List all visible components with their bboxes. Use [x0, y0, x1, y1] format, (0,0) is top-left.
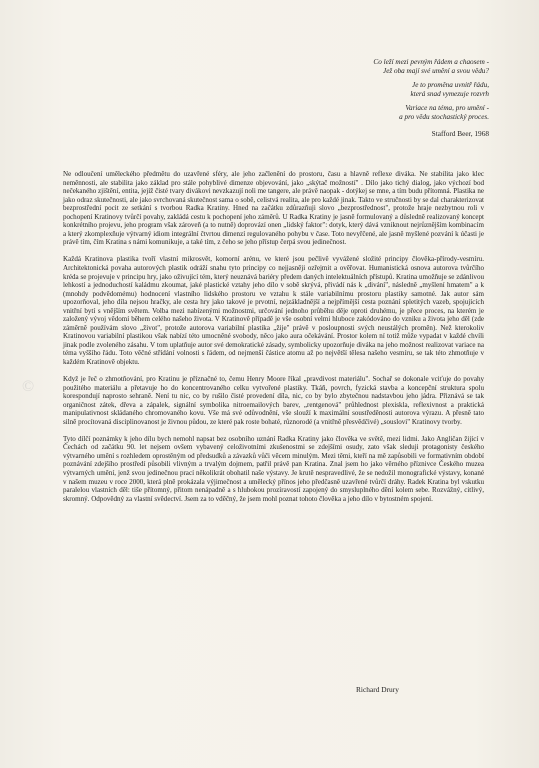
epigraph-line: Co leží mezi pevným řádem a chaosem - [373, 58, 489, 66]
epigraph-stanza-2 [259, 81, 489, 99]
epigraph [259, 58, 489, 138]
epigraph-author: Stafford Beer, 1968 [431, 128, 489, 138]
epigraph-line: Je to proměna uvnitř řádu, [412, 81, 489, 90]
epigraph-line: a pro vědu stochastický proces. [399, 113, 489, 122]
essay-paragraph: Každá Kratinova plastika tvoří vlastní mikrosvět, komorní arénu, ve které jsou pečlivě vyvážené složité principy člověka-přírody-vesmíru. Architektonická povaha autorových plastik odráží snahu tyto principy co nejjasněji ozřejmit a ověřovat. Humanistická osnova autorova tvůrčího kréda se projevuje v principu hry, jako oživující tém, který neuznává bariéry předem daných intelektuálních přístupů. Kratina umožňuje se zdánlivou lehkostí a jednoduchostí kaládmu zkoumat, jaké plastické vztahy jeho dílo v sobě skrývá, přivádí nás k „divání", následně „myšlení hmatem" a k (mnohdy podvědomému) hodnocení vlastního lidského prostoru ve vztahu k stále variabilnímu prostoru plastiky samotné. Jak autor sám upozorňoval, jeho díla nejsou hračky, ale cesta hry jako takové je prvotní, nejzákladnější a nejpřímější cesta poznání spletitých vazeb, spojujících vnitřní bytí s vnějším světem. Volba mezi nabízenými možnostmi, určování jednoho průběhu děje oproti druhému, je přece proces, na kterém je založený vývoj vědomí během celého našeho života. V Kratinově případě je vše osobní velmi hluboce zakódováno do vzniku a života jeho děl (zde záměrně používám slovo „život", protože autorova variabilní plastika „žije" právě v posloupnosti svých neustálých proměn). Než kterokoliv Kratinovou variabilní plastikou však nabízí této umocněné svobody, něco jako aura očekávání. Prostor kolem ní totiž může vypadat v každé chvíli jinak podle zvoleného zásahu. V tom uplatňuje autor své demokratické zásady, symbolicky upozorňuje diváka na jeho možnost realizovat variace na téma vyššího řádu. Toto věčné střídání volnosti s řádem, od nejmenší částice atomu až po největší tělesa našeho vesmíru, se tak této zhmotňuje v každém Kratinově objektu. [63, 255, 484, 366]
essay-paragraph: Tyto dílčí poznámky k jeho dílu bych nemohl napsat bez osobního uznání Radka Kratiny jako člověka ve světě, mezi lidmi. Jako Angličan žijící v Čechách od začátku 90. let nejsem ovšem vybavený celoživotními zkušenostmi se zdejšími osudy, zato však sleduji protagonisty českého výtvarného umění s rozhledem oprostěným od předsudků a závazků vůči věcem minulým. Mezi těmi, kteří na mě zapůsobili ve formativním období poznávání zdejšího prostředí působili vlivným a trvalým dojmem, patřil právě pan Kratina. Znal jsem ho jako věrného příznivce Českého muzea výtvarných umění, jenž svou jedinečnou prací několikrát obohatil naše výstavy. Je krutě nespravedlivé, že se nedožil monografické výstavy, konané v našem muzeu v roce 2000, která plně prokázala výjimečnost a umělecký přínos jeho předčasně uzavřené tvůrčí dráhy. Radek Kratina byl vskutku paralelou vlastních děl: tiše přítomný, přitom nenápadně a s hlubokou prozíravostí zapojený do smysluplného dění kolem sebe. Rozvážný, citlivý, skromný. Odpovědný za vlastní svědectví. Jsem za to vděčný, že jsem mohl poznat tohoto člověka a jeho dílo v bytostném spojení. [63, 434, 484, 503]
essay-paragraph: Když je řeč o zhmotňování, pro Kratinu je příznačné to, čemu Henry Moore říkal „pravdivost materiálu". Sochař se dokonale vciťuje do povahy použitého materiálu a přetavuje ho do koncentrovaného celku vytvořené plastiky. Tkáň, povrch, fyzická stavba a koncepční struktura spolu korespondují naprosto sehraně. Není tu nic, co by rušilo čisté provedení díla, nic, co by bylo zbytečnou nadstavbou jeho jádra. Přiznává se tak organičnost zátek, dřeva a zápalek, signální symbolika nitroemailových barev, „rentgenová" průhlednost plexiskla, reflexivnost a praktická manipulativnost skládaného chromovaného kovu. Vše má své odůvodnění, vše slouží k maximální soustředěnosti autorova výrazu. A přesně tato silně procítovaná disciplinovanost je živnou půdou, ze které pak roste bohaté, různorodé (a vnitřně přesvědčivé) „souslovi" Kratinovy tvorby. [63, 375, 484, 426]
essay-body [63, 170, 484, 512]
epigraph-stanza-1 [259, 58, 489, 76]
epigraph-line: která snad vymezuje rozvrh [410, 90, 489, 99]
author-signature: Richard Drury [356, 685, 399, 694]
essay-paragraph: Ne odloučení uměleckého předmětu do uzavřené sféry, ale jeho začlenění do prostoru, času a hlavně reflexe diváka. Ne stabilita jako klec neměnnosti, ale stabilita jako základ pro stále pohyblivé dimenze objevování, jako „skýtač možností" . Dílo jako tichý dialog, jako výchozí bod nečekaného zjištění, entita, jejíž čisté tvary divákovi nevzkazují noli me tangere, ale právě naopak - dotýkej se mne, a tím budu přítomná. Plastika ne jako odraz skutečnosti, ale jako svrchovaná skutečnost sama o sobě, celistvá realita, ale pro každé jinak. Takto ve stručnosti by se dal charakterizovat bezprostřední pocit ze setkání s tvorbou Radka Kratiny. Hned na začátku zdůrazňuji slovo „bezprostřednost", protože hraje nezbytnou roli v pochopení Kratinovy tvůrčí povahy, zakládá cestu k pochopení jeho záměrů. U Radka Kratiny je jasně formulovaný a důsledně realizovaný koncept konkrétního projevu, jeho program však zároveň (a to nutně) doprovází onen „lidský faktor": dotyk, který dává vzniknout nejrůznějším kombinacím a který zkomplexňuje výtvarný idiom integrální čtvrtou dimenzí regulovaného pohybu v čase. Toto nevyřčené, ale jasně myšlené pozvání k účasti je právě tím, čím Kratina s námi komunikuje, a také tím, z čeho se jeho přístup čerpá svou jedinečnost. [63, 170, 484, 247]
epigraph-line: Variace na téma, pro umění - [405, 104, 489, 113]
epigraph-stanza-3 [259, 104, 489, 122]
epigraph-line: Jež oba mají své umění a svou vědu? [383, 67, 489, 76]
watermark-icon: © [22, 378, 35, 395]
